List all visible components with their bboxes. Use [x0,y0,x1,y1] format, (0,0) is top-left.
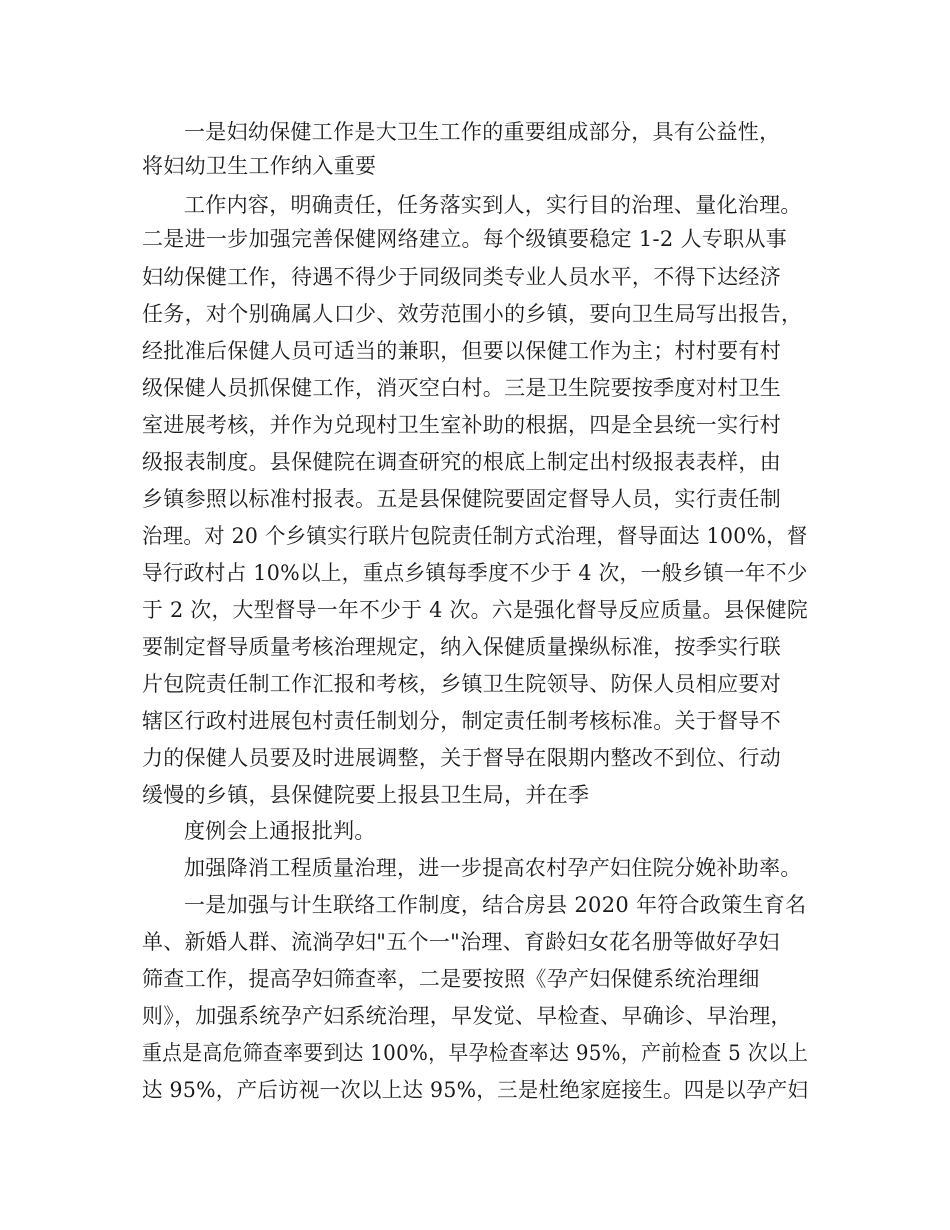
text-line-11: 乡镇参照以标准村报表。五是县保健院要固定督导人员，实行责任制 [142,487,781,511]
text-line-14: 于 2 次，大型督导一年不少于 4 次。六是强化督导反应质量。县保健院 [142,598,808,622]
text-line-4: 二是进一步加强完善保健网络建立。每个级镇要稳定 1-2 人专职从事 [142,227,788,251]
text-line-12: 治理。对 20 个乡镇实行联片包院责任制方式治理，督导面达 100%，督 [142,524,808,548]
text-line-18: 力的保健人员要及时进展调整，关于督导在限期内整改不到位、行动 [142,746,781,770]
text-line-19: 缓慢的乡镇，县保健院要上报县卫生局，并在季 [142,783,590,807]
text-line-13: 导行政村占 10%以上，重点乡镇每季度不少于 4 次，一般乡镇一年不少 [142,561,808,585]
text-line-2: 将妇幼卫生工作纳入重要 [142,154,377,178]
text-line-15: 要制定督导质量考核治理规定，纳入保健质量操纵标准，按季实行联 [142,635,781,659]
text-line-1: 一是妇幼保健工作是大卫生工作的重要组成部分，具有公益性， [184,120,781,144]
text-line-20: 度例会上通报批判。 [184,819,376,843]
text-line-27: 达 95%，产后访视一次以上达 95%，三是杜绝家庭接生。四是以孕产妇 [142,1078,809,1102]
text-line-24: 筛查工作，提高孕妇筛查率，二是要按照《孕产妇保健系统治理细 [142,967,760,991]
text-line-7: 经批准后保健人员可适当的兼职，但要以保健工作为主；村村要有村 [142,339,781,363]
text-line-17: 辖区行政村进展包村责任制划分，制定责任制考核标准。关于督导不 [142,709,781,733]
text-line-16: 片包院责任制工作汇报和考核，乡镇卫生院领导、防保人员相应要对 [142,672,781,696]
text-line-23: 单、新婚人群、流淌孕妇"五个一"治理、育龄妇女花名册等做好孕妇 [142,930,780,954]
text-line-26: 重点是高危筛查率要到达 100%，早孕检查率达 95%，产前检查 5 次以上 [142,1041,809,1065]
text-line-22: 一是加强与计生联络工作制度，结合房县 2020 年符合政策生育名 [184,893,807,917]
text-line-3: 工作内容，明确责任，任务落实到人，实行目的治理、量化治理。 [184,193,802,217]
text-line-25: 则》，加强系统孕产妇系统治理，早发觉、早检查、早确诊、早治理， [142,1004,792,1028]
text-line-9: 室进展考核，并作为兑现村卫生室补助的根据，四是全县统一实行村 [142,413,781,437]
text-line-5: 妇幼保健工作，待遇不得少于同级同类专业人员水平，不得下达经济 [142,265,781,289]
text-line-6: 任务，对个别确属人口少、效劳范围小的乡镇，要向卫生局写出报告， [142,302,803,326]
text-line-10: 级报表制度。县保健院在调查研究的根底上制定出村级报表表样，由 [142,450,781,474]
text-line-8: 级保健人员抓保健工作，消灭空白村。三是卫生院要按季度对村卫生 [142,376,781,400]
text-line-21: 加强降消工程质量治理，进一步提高农村孕产妇住院分娩补助率。 [184,856,802,880]
